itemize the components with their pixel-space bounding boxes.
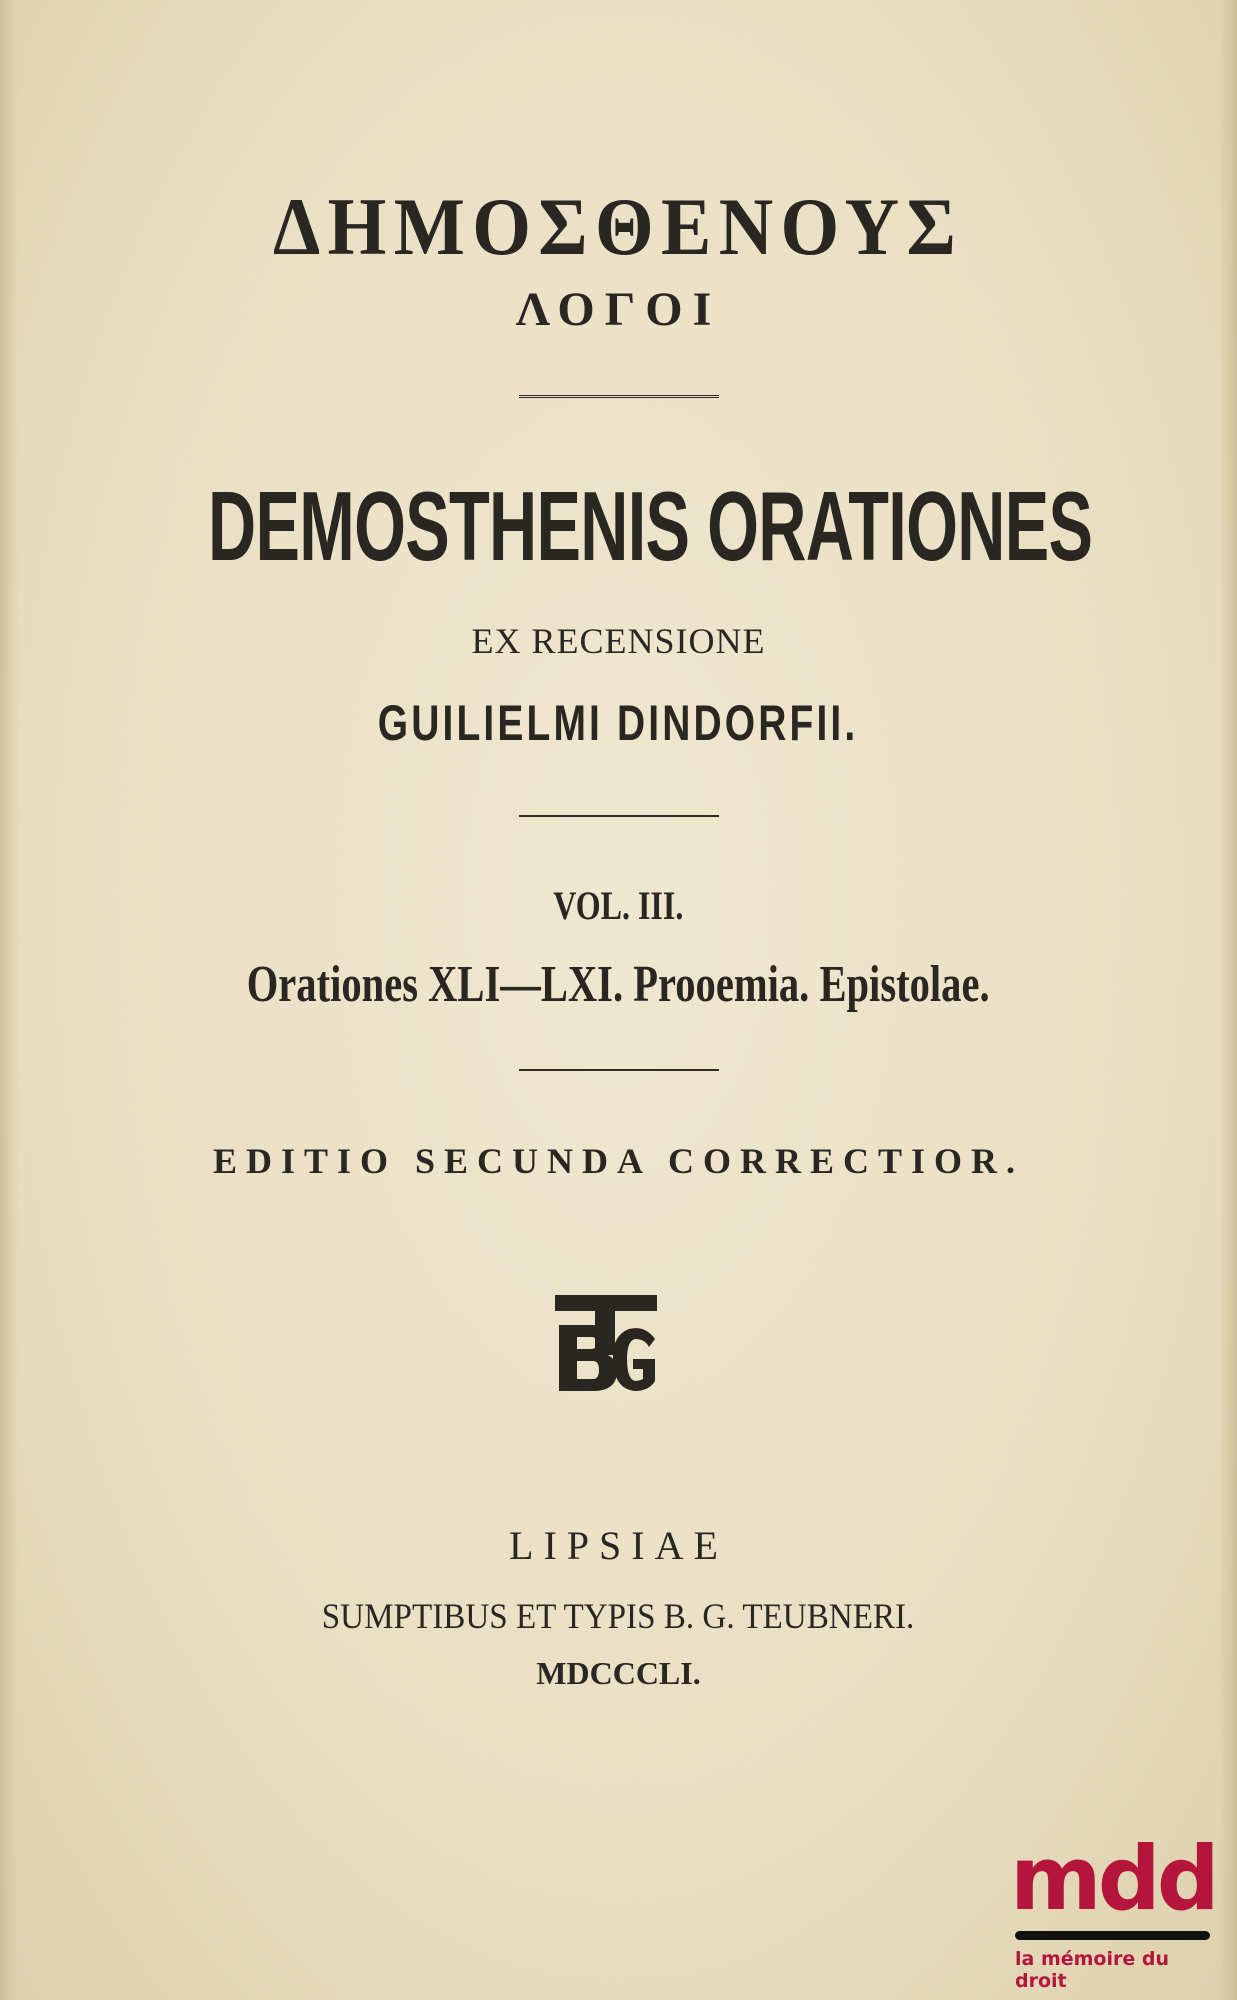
contents: [0, 955, 1237, 1014]
year: MDCCCLI.: [536, 1655, 701, 1691]
rule: [519, 815, 719, 817]
editor-name-text: GUILIELMI DINDORFII.: [378, 695, 859, 751]
editor-name: [0, 694, 1237, 752]
greek-author: [0, 180, 1237, 274]
edition: EDITIO SECUNDA CORRECTIOR.: [212, 1141, 1025, 1181]
latin-title-text: DEMOSTHENIS ORATIONES: [208, 471, 1093, 581]
double-rule: [519, 395, 719, 400]
teubner-monogram-icon: [555, 1295, 657, 1395]
mdd-logo-bar: [1015, 1931, 1210, 1940]
mdd-logo-tagline: la mémoire du droit: [1015, 1948, 1169, 1992]
recension-label: EX RECENSIONE: [471, 621, 766, 661]
rule: [519, 1069, 719, 1071]
mdd-logo-letters: mdd: [1010, 1827, 1216, 1930]
imprint: [0, 1595, 1237, 1637]
greek-author-text: ΔΗΜΟΣΘΕΝΟΥΣ: [273, 181, 964, 272]
latin-title: [0, 470, 1237, 583]
volume-text: VOL. III.: [553, 883, 684, 928]
place: LIPSIAE: [509, 1523, 728, 1568]
mdd-logo: [1010, 1827, 1220, 1992]
imprint-text: SUMPTIBUS ET TYPIS B. G. TEUBNERI.: [322, 1596, 915, 1636]
contents-text: Orationes XLI—LXI. Prooemia. Epistolae.: [247, 956, 990, 1013]
volume: [0, 882, 1237, 929]
greek-title: ΛΟΓΟΙ: [515, 283, 722, 336]
